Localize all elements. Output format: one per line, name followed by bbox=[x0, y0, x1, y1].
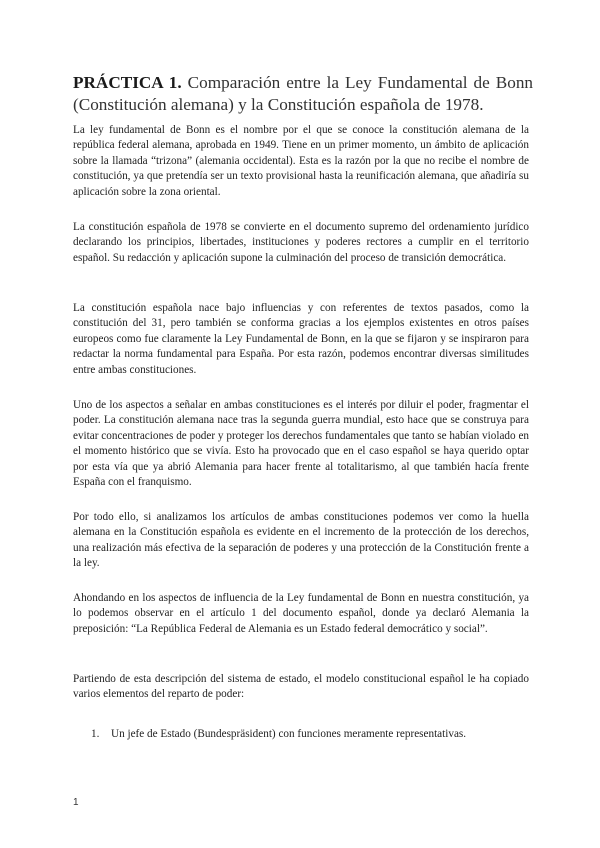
paragraph-6: Ahondando en los aspectos de influencia de la Ley fundamental de Bonn en nuestra constitución, ya lo podemos observar en el artículo 1 del documento español, donde ya declaró Alemania la preposición: “La República Federal de Alemania es un Estado federal democrático y social”. bbox=[73, 592, 529, 635]
paragraph-5: Por todo ello, si analizamos los artículos de ambas constituciones podemos ver como la huella alemana en la Constitución española es evidente en el incremento de la protección de los derechos, una realización más efectiva de la separación de poderes y una protección de la Constitución frente a la ley. bbox=[73, 511, 529, 570]
paragraph-2: La constitución española de 1978 se convierte en el documento supremo del ordenamiento jurídico declarando los principios, libertades, instituciones y poderes rectores a cumplir en el territorio español. Su redacción y aplicación supone la culminación del proceso de transición democrática. bbox=[73, 221, 529, 264]
list-item-text: Un jefe de Estado (Bundespräsident) con funciones meramente representativas. bbox=[111, 728, 467, 740]
title-rest: Comparación entre la Ley Fundamental de Bonn (Constitución alemana) y la Constitución española de 1978. bbox=[73, 73, 534, 114]
title-bold: PRÁCTICA 1. bbox=[73, 73, 182, 92]
paragraph-7: Partiendo de esta descripción del sistema de estado, el modelo constitucional español le ha copiado varios elementos del reparto de poder: bbox=[73, 673, 529, 701]
list-item bbox=[91, 727, 531, 742]
paragraph-4: Uno de los aspectos a señalar en ambas constituciones es el interés por diluir el poder, fragmentar el poder. La constitución alemana nace tras la segunda guerra mundial, esto hace que se construya para evitar concentraciones de poder y proteger los derechos fundamentales que tanto se habían violado en el momento histórico que se vivía. Esto ha provocado que en el caso español se haya querido optar por esta vía que ya abrió Alemania para hacer frente al totalitarismo, al que también hacía frente España con el franquismo. bbox=[73, 399, 529, 489]
paragraph-3: La constitución española nace bajo influencias y con referentes de textos pasados, como la constitución del 31, pero también se conforma gracias a los ejemplos existentes en otros países europeos como fue claramente la Ley Fundamental de Bonn, en la que se fijaron y se inspiraron para redactar la norma fundamental para España. Por esta razón, podemos encontrar diversas similitudes entre ambas constituciones. bbox=[73, 302, 529, 376]
paragraph-1: La ley fundamental de Bonn es el nombre por el que se conoce la constitución alemana de la república federal alemana, aprobada en 1949. Tiene en un primer momento, un ámbito de aplicación sobre la llamada “trizona” (alemania occidental). Esta es la razón por la que no recibe el nombre de constitución, ya que pretendía ser un texto provisional hasta la reunificación alemana, que añadiría su aplicación sobre la zona oriental. bbox=[73, 124, 529, 198]
page-number: 1 bbox=[73, 797, 79, 808]
list-item-number: 1. bbox=[91, 728, 100, 740]
page-title bbox=[73, 72, 533, 116]
